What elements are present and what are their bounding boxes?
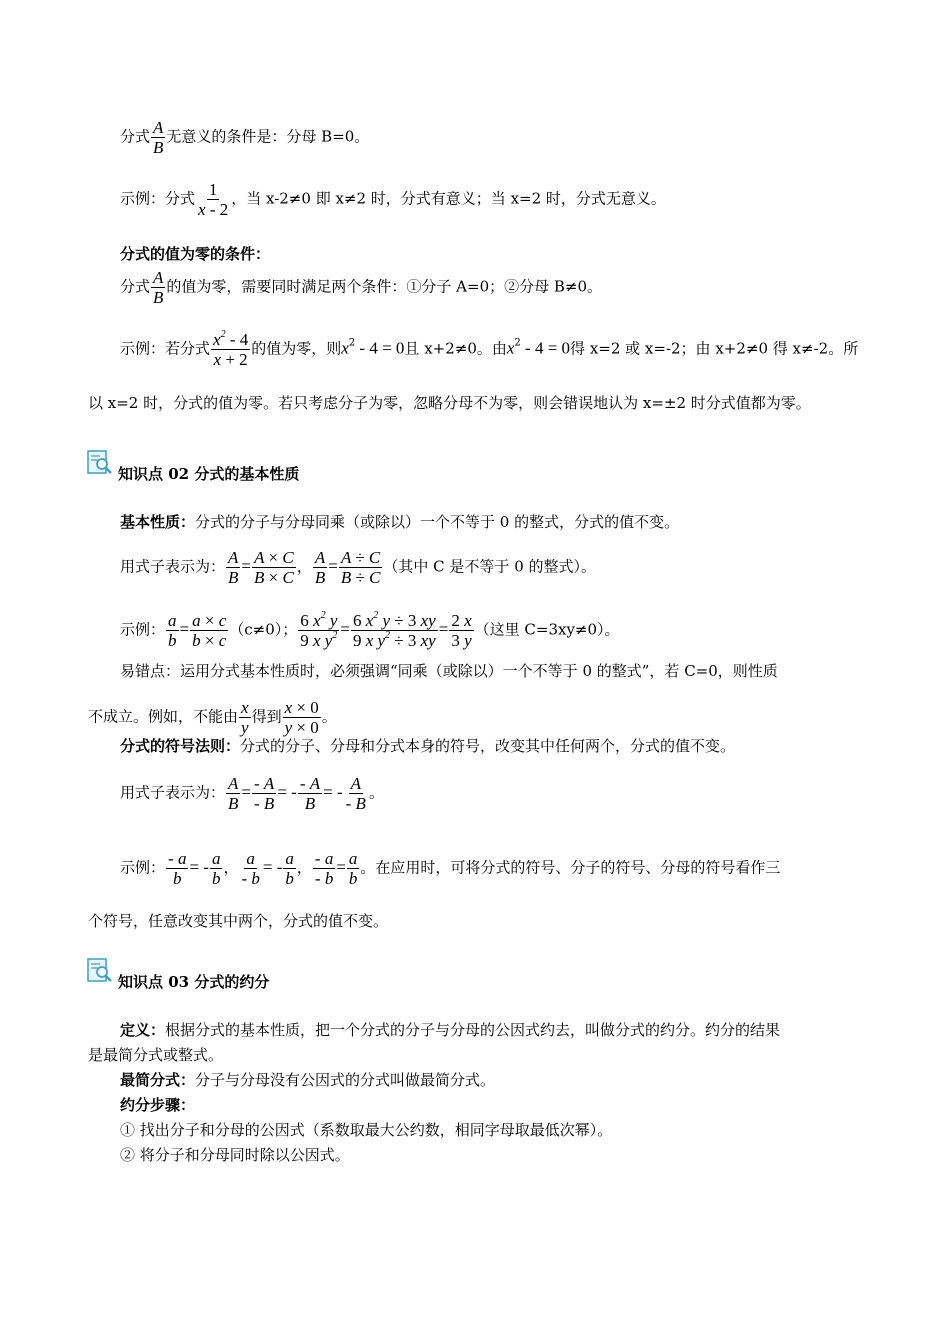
sign-ex-a-over-neg-b: $\frac{a}{- b}$ xyxy=(241,849,260,888)
sign-neg-a-over-neg-b: $\frac{- A}{- B}$ xyxy=(254,774,275,813)
example-1-line: 示例：分式 $\frac{1}{x - 2}$ ，当 x-2≠0 即 x≠2 时，分式有意义；当 x=2 时，分式无意义。 xyxy=(120,180,666,219)
definition-line: 定义：根据分式的基本性质，把一个分式的分子与分母的公因式约去，叫做分式的约分。约分的结果 xyxy=(120,1021,781,1039)
fraction-1-over-x-2: $\frac{1}{x - 2}$ xyxy=(198,180,229,219)
zero-condition-line: 分式 $\frac{A}{B}$ 的值为零，需要同时满足两个条件：①分子 A=0；②分母 B≠0。 xyxy=(120,268,603,307)
equation-x2-minus-4: x xyxy=(341,338,349,358)
sign-ex-a-over-b-2: $\frac{a}{b}$ xyxy=(285,849,294,888)
sign-example-line2: 个符号，任意改变其中两个，分式的值不变。 xyxy=(88,912,389,930)
zero-condition-heading: 分式的值为零的条件： xyxy=(120,245,271,263)
fraction-x2-4-over-x-plus-2: $\frac{x^2 - 4}{x + 2}$ xyxy=(213,329,249,369)
sign-rule-line: 分式的符号法则：分式的分子、分母和分式本身的符号，改变其中任何两个，分式的值不变。 xyxy=(120,737,736,755)
example-6x2y-over-9xy2: $\frac{6 x^2 y}{9 x y^2}$ xyxy=(300,610,338,650)
formula-a-over-b: $\frac{A}{B}$ xyxy=(228,548,239,587)
formula-a-div-c-over-b-div-c: $\frac{A \div C}{B \div C}$ xyxy=(340,548,381,587)
steps-heading: 约分步骤： xyxy=(120,1096,196,1114)
example-2-line2: 以 x=2 时，分式的值为零。若只考虑分子为零，忽略分母不为零，则会错误地认为 x=±2 时分式值都为零。 xyxy=(88,394,811,412)
error-point-line2: 不成立。例如，不能由 $\frac{x}{y}$ 得到 $\frac{x \times 0}{y \times 0}$ 。 xyxy=(88,698,337,737)
fraction-a-over-b: $\frac{A}{B}$ xyxy=(153,118,164,157)
sign-neg-a-over-b: $\frac{- A}{B}$ xyxy=(299,774,321,813)
formula-ac-over-bc: $\frac{A \times C}{B \times C}$ xyxy=(254,548,294,587)
sign-formula-line: 用式子表示为： $\frac{A}{B}$ = $\frac{- A}{- B}$ = - $\frac{- A}{B}$ = - $\frac{A}{- B}$ 。 xyxy=(120,774,384,813)
error-x-over-y: $\frac{x}{y}$ xyxy=(241,698,249,737)
sign-a-over-b: $\frac{A}{B}$ xyxy=(228,774,239,813)
definition-line2: 是最简分式或整式。 xyxy=(88,1046,224,1064)
sign-example-line: 示例： $\frac{- a}{b}$ = - $\frac{a}{b}$ ， $\frac{a}{- b}$ = - $\frac{a}{b}$ ， $\frac{- a}{- b}$ = $\frac{a}{b}$ 。在应用时，可将分式的符号、分子的符号、分母的符号看作三 xyxy=(120,849,781,888)
basic-property-line: 基本性质：分式的分子与分母同乘（或除以）一个不等于 0 的整式，分式的值不变。 xyxy=(120,513,680,531)
sign-ex-a-over-b-3: $\frac{a}{b}$ xyxy=(348,849,358,888)
example-divided-by-3xy: $\frac{6 x^2 y \div 3 xy}{9 x y^2 \div 3 xy}$ xyxy=(352,610,436,650)
basic-formula-line: 用式子表示为： $\frac{A}{B}$ = $\frac{A \times C}{B \times C}$ ， $\frac{A}{B}$ = $\frac{A \div C}{B \div C}$ （其中 C 是不等于 0 的整式）。 xyxy=(120,548,597,587)
example-ac-over-bc: $\frac{a \times c}{b \times c}$ xyxy=(192,611,227,650)
example-2-line: 示例：若分式 $\frac{x^2 - 4}{x + 2}$ 的值为零，则$x^2 - 4 = 0$且 x+2≠0。由$x^2 - 4 = 0$得 x=2 或 x=-2；由 x+2≠0 得 x≠-2。所 xyxy=(120,329,859,369)
kp02-title: 知识点 02 分式的基本性质 xyxy=(118,465,300,483)
magnifier-book-icon xyxy=(86,957,114,983)
undefined-condition-line: 分式 $\frac{A}{B}$ 无意义的条件是：分母 B=0。 xyxy=(120,118,370,157)
formula-a-over-b-2: $\frac{A}{B}$ xyxy=(314,548,326,587)
sign-ex-neg-a-over-b: $\frac{- a}{b}$ xyxy=(168,849,187,888)
error-x0-over-y0: $\frac{x \times 0}{y \times 0}$ xyxy=(284,698,319,737)
example-a-over-b: $\frac{a}{b}$ xyxy=(168,611,177,650)
error-point-line1: 易错点：运用分式基本性质时，必须强调“同乘（或除以）一个不等于 0 的整式”，若 C=0，则性质 xyxy=(120,662,778,680)
magnifier-book-icon xyxy=(86,449,114,475)
step-2: ② 将分子和分母同时除以公因式。 xyxy=(120,1146,350,1164)
simplest-fraction-line: 最简分式：分子与分母没有公因式的分式叫做最简分式。 xyxy=(120,1071,496,1089)
example-2x-over-3y: $\frac{2 x}{3 y}$ xyxy=(451,611,472,650)
step-1: ① 找出分子和分母的公因式（系数取最大公约数，相同字母取最低次幂）。 xyxy=(120,1121,613,1139)
sign-ex-neg-a-over-neg-b: $\frac{- a}{- b}$ xyxy=(314,849,334,888)
fraction-a-over-b-2: $\frac{A}{B}$ xyxy=(153,268,164,307)
kp03-title: 知识点 03 分式的约分 xyxy=(118,973,270,991)
basic-example-line: 示例： $\frac{a}{b}$ = $\frac{a \times c}{b \times c}$ （c≠0）； $\frac{6 x^2 y}{9 x y^2}$ = $\frac{6 x^2 y \div 3 xy}{9 x y^2 \div 3 xy}$ = $\frac{2 x}{3 y}$ （这里 C=3xy≠0）。 xyxy=(120,610,620,650)
sign-ex-a-over-b: $\frac{a}{b}$ xyxy=(211,849,221,888)
sign-a-over-neg-b: $\frac{A}{- B}$ xyxy=(345,774,366,813)
